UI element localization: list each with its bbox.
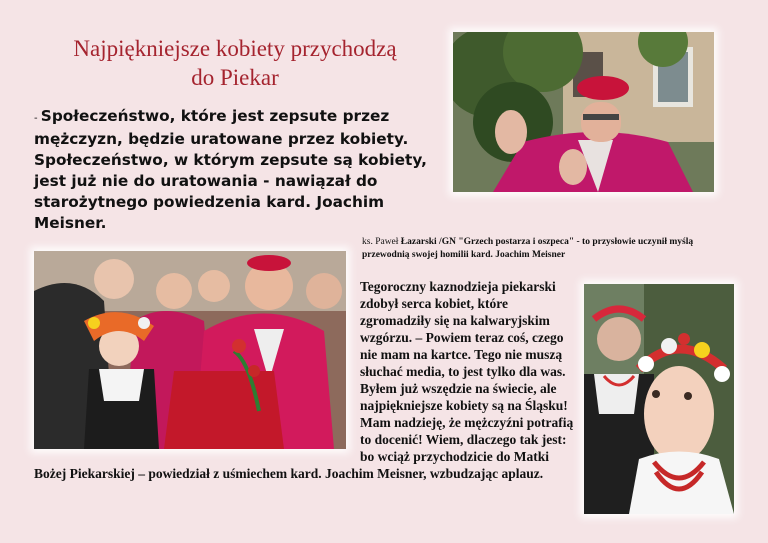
photo-caption [362, 236, 742, 262]
caption-text: Łazarski /GN "Grzech postarza i oszpeca" - to przysłowie uczynił myślą przewodnią swojej homilii kard. Joachim Meisner [362, 237, 694, 260]
girl-photo [584, 284, 734, 514]
page-title [20, 34, 450, 92]
title-line-1: Najpiękniejsze kobiety przychodzą [73, 36, 397, 61]
cardinal-photo [453, 32, 714, 192]
image-spacer [34, 278, 360, 459]
caption-author: ks. Paweł [362, 237, 401, 247]
title-line-2: do Piekar [191, 65, 279, 90]
quote-dash: - [34, 113, 41, 124]
quote-text: Społeczeństwo, które jest zepsute przez mężczyzn, będzie uratowane przez kobiety. Społeczeństwo, w którym zepsute są kobiety, jest już nie do uratowania - nawiązał do starożytnego powiedzenia kard. Joachim Meisner. [34, 107, 427, 232]
lead-quote [34, 106, 444, 234]
article-body [34, 278, 574, 482]
article-body-text: Tegoroczny kaznodzieja piekarski zdobył serca kobiet, które zgromadziły się na kalwaryjskim wzgórzu. – Powiem teraz coś, czego nie mam na kartce. Tego nie muszą słuchać media, to jest tylko dla was. Byłem już wszędzie na świecie, ale najpiękniejsze kobiety są na Śląsku! Mam nadzieję, że mężczyźni potrafią to docenić! Wiem, dlaczego tak jest: bo wciąż przychodzicie do Matki Bożej Piekarskiej – powiedział z uśmiechem kard. Joachim Meisner, wzbudzając aplauz. [34, 279, 574, 481]
